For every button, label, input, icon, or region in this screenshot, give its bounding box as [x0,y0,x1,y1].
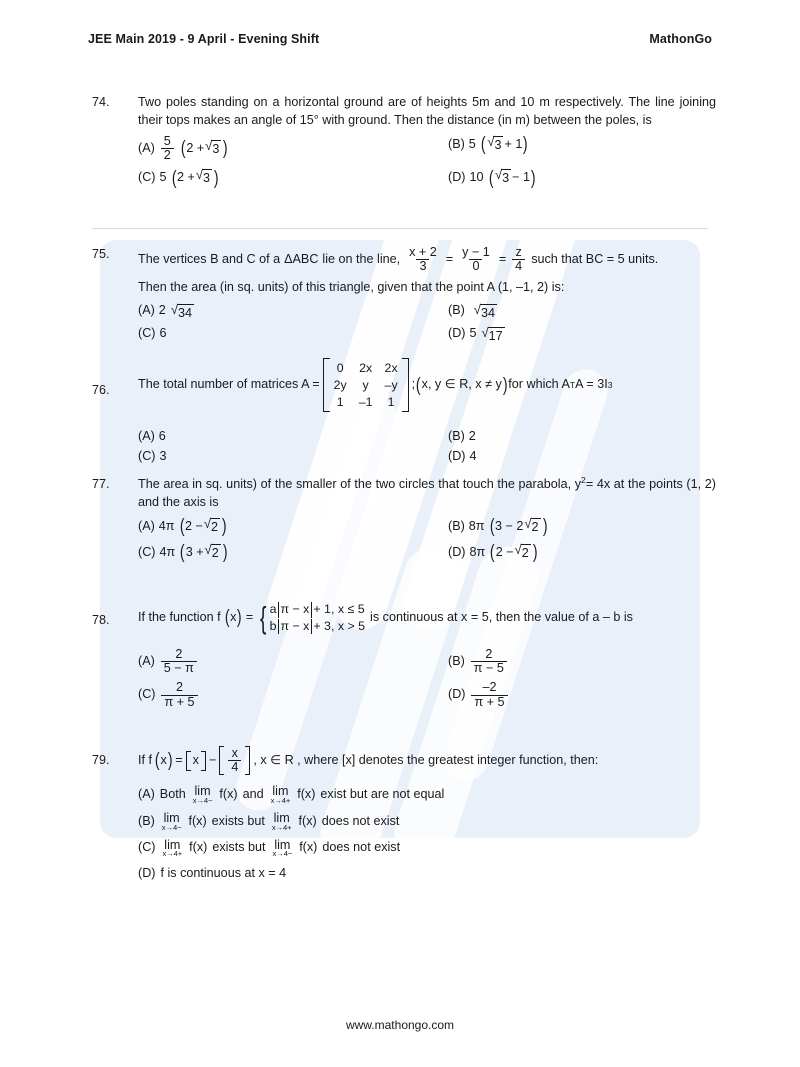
matrix-cell: –y [384,378,398,393]
question-75 [92,246,716,348]
option-b[interactable] [448,302,498,323]
paren-close: ) [222,540,228,563]
matrix-cell: y [362,378,369,393]
paren-group [171,168,220,188]
expr-text: 3 + [185,544,204,559]
page-header [88,32,712,46]
matrix-cell: 2x [359,361,373,375]
radicand: 34 [480,304,497,323]
stem-text: The vertices B and C of a [138,251,281,266]
paren-group [480,135,529,155]
equals-sign: = [445,251,454,266]
question-stem-line2: Then the area (in sq. units) of this triangle, given that the point A (1, –1, 2) is: [138,280,565,295]
numerator: 2 [176,680,184,695]
option-connector: exists but [212,840,266,855]
options-list [138,428,716,466]
equals-sign: = [498,251,507,266]
option-label: (C) [138,170,156,185]
options-list [138,302,716,346]
matrix-cells [330,358,402,412]
option-label: (B) [448,518,465,533]
lim-function: f(x) [188,813,207,828]
denominator: π + 5 [161,695,197,709]
coefficient: 5 [469,326,477,341]
question-74 [92,94,716,194]
fraction [512,246,525,273]
coefficient: 5 [159,170,167,185]
paren-open: ( [480,133,486,156]
numerator: x [231,746,238,760]
option-tail: exist but are not equal [320,787,445,802]
case-tail: + 3, x > 5 [313,618,366,633]
floor-bracket-x [186,751,206,771]
coefficient: 8π [468,518,485,533]
sqrt: √ 2 [205,543,221,563]
piecewise-case-2 [270,619,365,635]
lim-subscript: x→4− [272,849,293,859]
option-value: 6 [158,429,166,444]
option-label: (A) [138,303,155,318]
exam-title: JEE Main 2019 - 9 April - Evening Shift [88,32,320,46]
condition-group [415,373,508,396]
matrix-a [323,358,409,412]
coefficient: 5 [468,136,476,151]
option-c[interactable] [138,540,448,563]
stem-text: A = 3I [575,377,608,392]
option-label: (A) [138,518,155,533]
options-list [138,785,716,883]
paren-open: ( [154,749,160,772]
numerator: 2 [485,647,493,661]
matrix-cell: –1 [358,395,373,410]
radicand: 3 [501,169,511,188]
stem-text: If the function f [138,610,221,625]
sqrt: √ 3 [205,139,221,159]
denominator: 3 [416,259,429,273]
absolute-value: π − x [278,602,313,618]
expr-text: 2 + [177,170,195,185]
stem-text: = 4x at the points (1, 2) and the axis is [138,477,716,509]
radicand: 34 [177,304,194,323]
numerator: z [515,245,522,259]
lim-function: f(x) [297,787,316,802]
floor-bracket-fraction [219,746,250,775]
coefficient: 4π [158,518,175,533]
paren-open: ( [489,515,495,538]
option-label: (B) [448,136,465,151]
stem-text: , x ∈ R , where [x] denotes the greatest integer function, then: [253,752,599,767]
stem-text: with ground. Then the distance (in m) between the poles, is [318,112,652,127]
numerator: 5 [163,133,171,148]
paren-group [489,517,549,537]
option-tail: does not exist [322,840,401,855]
lim-symbol: lim [272,784,289,799]
paren-group [489,540,538,563]
option-value: 3 [159,449,167,464]
paren-close: ) [223,136,228,159]
option-d[interactable] [448,540,538,563]
bracket-right [402,358,409,412]
numerator: –2 [482,680,497,695]
option-d[interactable] [448,168,537,188]
option-connector: exists but [211,813,265,828]
radicand: 3 [202,169,212,188]
paren-open: ( [224,606,230,629]
footer-url: www.mathongo.com [345,1018,455,1032]
option-a[interactable] [138,428,448,446]
lim-function: f(x) [298,813,317,828]
lim-subscript: x→4− [161,822,182,832]
paren-close: ) [237,606,243,629]
stem-text: If f [138,752,152,767]
option-label: (B) [448,429,465,444]
fraction [161,648,197,675]
denominator: π − 5 [471,661,507,675]
stem-text: lie on the line, [322,251,401,266]
lim-symbol: lim [273,811,290,826]
fraction [406,246,440,273]
option-value: f is continuous at x = 4 [160,866,287,881]
question-number: 76. [92,383,110,397]
bracket-left [323,358,330,412]
radicand: 3 [493,136,503,155]
sqrt: √ 17 [482,326,505,346]
question-number: 79. [92,753,110,767]
option-value: 6 [159,326,167,341]
expr-text: 2 − [495,544,514,559]
paren-close: ) [523,133,528,156]
option-label: (B) [448,653,465,668]
numerator: x + 2 [409,245,437,259]
expr-text: + 1 [504,136,523,151]
option-b[interactable] [448,428,476,446]
option-lead: Both [159,787,186,802]
coefficient: 2 [158,303,166,318]
equals-sign: = [175,752,183,767]
lim-subscript: x→4+ [270,796,291,806]
option-label: (D) [448,170,466,185]
lim-symbol: lim [164,837,181,852]
option-tail: does not exist [321,813,400,828]
paren-close: ) [221,515,227,538]
coefficient-a: a [269,602,277,616]
option-connector: and [242,787,264,802]
question-number: 74. [92,95,110,109]
lim-symbol: lim [194,784,211,799]
minus-sign: − [208,752,217,767]
fraction [471,648,507,675]
lim-function: f(x) [219,787,238,802]
sqrt: √ 2 [204,517,220,537]
paren-open: ( [180,136,186,159]
degree-symbol: ° [313,112,319,127]
matrix-cell: 2x [384,361,398,375]
denominator: 2 [161,148,174,162]
question-number: 77. [92,477,110,491]
question-divider [92,228,708,229]
matrix-cell: 1 [387,395,395,410]
radicand: 2 [531,518,541,537]
brand-logo: MathonGo [649,32,712,46]
question-number: 78. [92,613,110,627]
question-79 [92,746,716,883]
stem-text: Two poles standing on a horizontal ground are of heights 5m and 10 m respectively. The line joining their tops makes an angle of 15 [138,95,716,127]
stem-text: is continuous at x = 5, then the value of a – b is [370,610,633,625]
radicand: 2 [521,544,531,563]
option-label: (B) [448,303,465,318]
radicand: 3 [211,140,221,159]
lim-function: f(x) [189,840,208,855]
option-a[interactable] [138,785,716,805]
sqrt: √ 34 [171,303,194,323]
sqrt: √ 3 [495,168,511,188]
option-label: (D) [448,326,466,341]
expr-text: − 1 [512,170,531,185]
radicand: 17 [488,327,505,346]
bracket-right [201,751,206,771]
option-c[interactable] [138,681,448,708]
option-d[interactable] [448,448,477,466]
paren-open: ( [416,373,421,396]
option-a[interactable] [138,517,448,537]
matrix-cell: 0 [336,361,344,375]
option-d[interactable] [448,681,510,708]
option-c[interactable] [138,448,448,466]
option-c[interactable] [138,168,448,188]
question-stem [138,746,716,775]
lim-subscript: x→4+ [271,822,292,832]
function-arg [224,606,243,629]
coefficient: 8π [469,544,486,559]
paren-open: ( [180,540,185,563]
option-b[interactable] [448,517,548,537]
triangle-abc: ΔABC [284,251,319,266]
limit-operator [273,839,293,859]
denominator: 4 [512,259,525,273]
fraction [228,747,241,774]
denominator: π + 5 [471,695,507,709]
question-number: 75. [92,247,110,261]
option-a[interactable] [138,302,448,323]
equals-sign: = [245,610,254,625]
paren-group [488,168,537,188]
exponent: 2 [581,474,586,485]
option-label: (C) [138,544,156,559]
denominator: 4 [228,760,241,774]
coefficient-b: b [269,618,277,633]
option-d[interactable] [448,325,506,346]
option-label: (D) [448,687,466,702]
paren-open: ( [488,166,494,189]
option-label: (C) [138,449,156,464]
radicand: 2 [211,544,221,563]
question-stem [138,602,716,634]
numerator: y − 1 [462,245,490,259]
expr-text: 2 − [185,518,203,533]
sqrt: √ 3 [196,168,212,188]
limit-operator [193,785,213,805]
lim-symbol: lim [163,811,180,826]
variable: x [230,610,237,625]
option-d[interactable] [138,865,716,883]
paren-group [179,540,228,563]
lim-subscript: x→4+ [162,849,183,859]
limit-operator [271,785,291,805]
option-b[interactable] [138,812,716,832]
option-c[interactable] [138,839,716,859]
option-label: (D) [448,544,466,559]
function-arg [154,749,173,772]
paren-close: ) [542,515,548,538]
paren-close: ) [532,540,538,563]
option-label: (B) [138,813,155,828]
stem-text: The total number of matrices A = [138,377,320,392]
sqrt: √ 3 [487,135,503,155]
sqrt: √ 2 [524,517,540,537]
question-stem [138,94,716,130]
option-label: (A) [138,787,155,802]
option-label: (C) [138,840,156,855]
radicand: 2 [210,518,220,537]
option-value: 4 [469,449,477,464]
paren-close: ) [530,166,536,189]
fraction [161,135,174,162]
options-list [138,135,716,188]
sqrt: √ 34 [474,303,497,323]
option-c[interactable] [138,325,448,343]
sqrt: √ 2 [515,543,531,563]
question-stem [138,476,716,512]
expr-text: 2 + [186,140,205,155]
stem-text: The area in sq. units) of the smaller of the two circles that touch the parabola, y [138,477,582,491]
piecewise-rows [269,602,365,634]
piecewise-function [258,602,365,634]
paren-open: ( [179,515,185,538]
bracket-content: x [192,752,199,767]
option-label: (D) [448,449,466,464]
limit-operator [162,812,182,832]
coefficient: 10 [469,170,484,185]
page-footer [0,1018,800,1032]
paren-close: ) [167,749,173,772]
fraction [471,681,507,708]
question-stem [138,246,716,273]
option-label: (A) [138,653,155,668]
option-label: (A) [138,140,155,155]
bracket-right [245,746,250,775]
option-label: (C) [138,326,156,341]
paren-close: ) [502,373,508,396]
option-label: (A) [138,429,155,444]
stem-text: ; [411,377,416,392]
option-value: 2 [468,429,476,444]
question-77 [92,476,716,569]
condition-text: x, y ∈ R, x ≠ y [421,377,502,392]
option-b[interactable] [448,135,529,155]
piecewise-case-1 [270,602,365,618]
absolute-value: π − x [278,619,313,635]
question-stem: The total number of matrices A = 0 2x 2x 2y y –y 1 –1 1 ; ( x, y ∈ R, x ≠ y ) for which A T A = 3I 3 [138,358,716,412]
bracket-content [224,746,245,775]
options-list [138,517,716,563]
paren-close: ) [213,166,219,189]
paren-group [180,136,229,159]
coefficient: 4π [159,544,176,559]
stem-text: for which A [508,377,570,392]
matrix-cell: 1 [336,395,344,410]
option-b[interactable] [448,648,509,675]
lim-subscript: x→4− [192,796,213,806]
stem-text: such that BC = 5 units. [531,251,659,266]
paren-open: ( [171,166,177,189]
expr-text: 3 − 2 [495,518,524,533]
fraction [161,681,197,708]
option-a[interactable] [138,648,448,675]
paren-open: ( [490,540,495,563]
option-a[interactable] [138,135,448,162]
paren-group [179,517,228,537]
fraction [459,246,493,273]
option-label: (D) [138,866,156,881]
matrix-cell: 2y [333,378,347,393]
brace-icon: { [260,600,267,636]
options-list [138,648,716,709]
question-78 [92,602,716,715]
limit-operator [272,812,292,832]
variable: x [160,752,167,767]
question-76 [92,358,716,468]
numerator: 2 [175,647,183,661]
case-tail: + 1, x ≤ 5 [313,602,365,616]
lim-function: f(x) [299,840,318,855]
denominator: 0 [469,259,482,273]
lim-symbol: lim [274,837,291,852]
option-label: (C) [138,687,156,702]
denominator: 5 − π [161,661,197,675]
limit-operator [162,839,182,859]
